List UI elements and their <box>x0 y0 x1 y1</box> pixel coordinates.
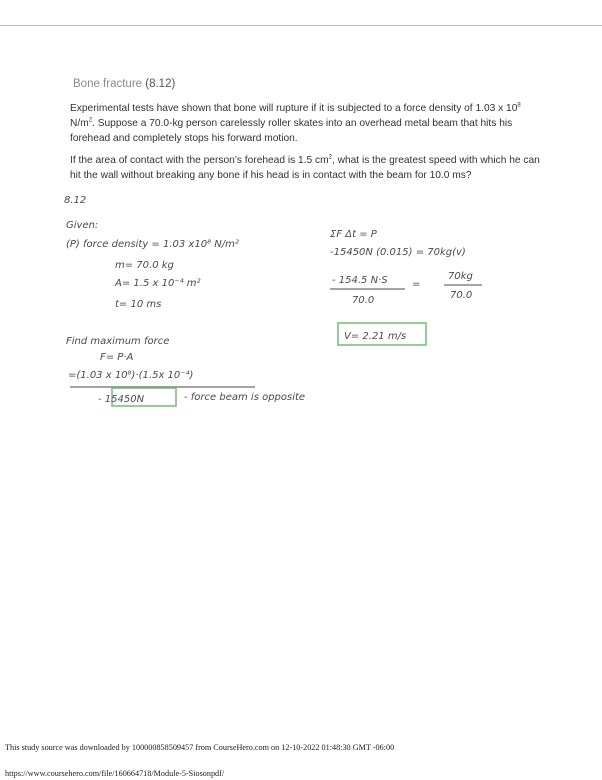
p2-text-a: If the area of contact with the person’s forehead is 1.5 cm <box>70 155 329 166</box>
hw-kg: 70kg <box>448 271 473 282</box>
hw-answer: V= 2.21 m/s <box>344 331 407 342</box>
footer-url[interactable]: https://www.coursehero.com/file/160664718/Module-5-Siosonpdf/ <box>5 769 225 778</box>
handwriting-canvas <box>60 195 550 455</box>
hw-ns-den: 70.0 <box>352 295 375 306</box>
hw-formula: F= P·A <box>100 352 134 363</box>
problem-title <box>73 78 540 90</box>
hw-given: Given: <box>66 220 99 231</box>
problem-paragraph-1 <box>70 101 540 146</box>
p2-exponent: 2 <box>328 154 332 161</box>
hw-mass: m= 70.0 kg <box>115 260 174 271</box>
title-text: Bone fracture <box>73 78 143 90</box>
hw-impulse-numbers: -15450N (0.015) = 70kg(v) <box>330 247 466 258</box>
p1-exponent-1: 8 <box>517 102 521 109</box>
hw-ns: - 154.5 N·S <box>332 275 388 286</box>
hw-eq: = <box>412 279 421 290</box>
footer-source: This study source was downloaded by 100000858509457 from CourseHero.com on 12-10-2022 01:48:30 GMT -06:00 <box>5 743 395 752</box>
hw-force-density: (P) force density = 1.03 x10⁸ N/m² <box>66 239 239 250</box>
handwritten-solution <box>60 195 550 455</box>
hw-area: A= 1.5 x 10⁻⁴ m² <box>115 278 201 289</box>
hw-ref: 8.12 <box>64 195 87 206</box>
p1-exponent-2: 2 <box>88 117 93 124</box>
p1-text-b: N/m <box>70 118 89 129</box>
hw-find: Find maximum force <box>66 336 170 347</box>
hw-time: t= 10 ms <box>115 299 162 310</box>
problem-section <box>70 78 540 190</box>
hw-calc: =(1.03 x 10⁸)·(1.5x 10⁻⁴) <box>68 370 194 381</box>
hw-note: - force beam is opposite <box>184 392 306 403</box>
top-rule <box>0 25 602 26</box>
hw-impulse: ΣF Δt = P <box>330 229 377 240</box>
title-ref: (8.12) <box>145 78 176 90</box>
hw-result: - 15450N <box>98 394 145 405</box>
hw-kg-den: 70.0 <box>450 290 473 301</box>
p1-text-a: Experimental tests have shown that bone will rupture if it is subjected to a force density of 1.03 x 10 <box>70 103 518 114</box>
p2-text-b: , what is the greatest speed with which he can hit the wall without breaking any bone if his head is in contact with the beam for 10.0 ms? <box>70 155 540 181</box>
problem-paragraph-2 <box>70 153 540 183</box>
p1-text-c: . Suppose a 70.0-kg person carelessly roller skates into an overhead metal beam that hits his forehead and completely stops his forward motion. <box>70 118 513 144</box>
